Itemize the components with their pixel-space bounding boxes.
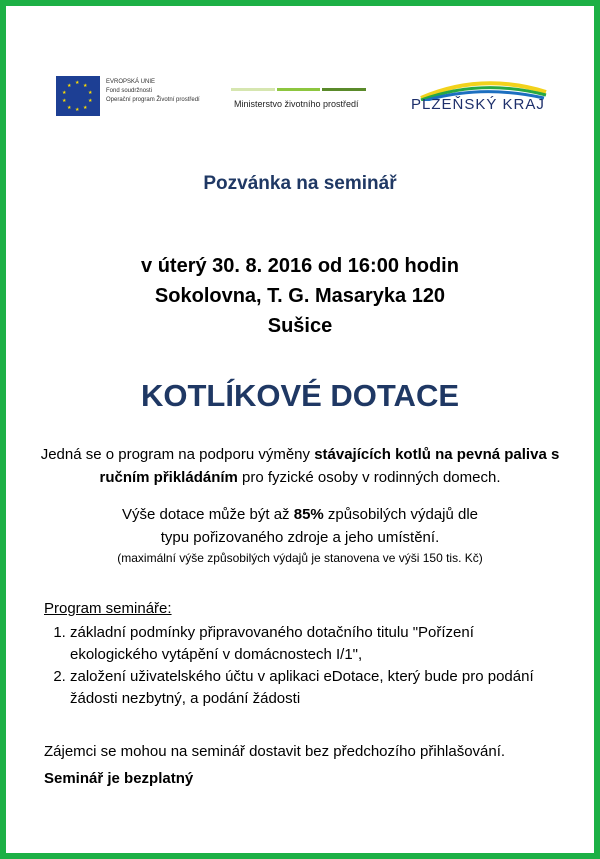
program-item: 1. základní podmínky připravovaného dotačního titulu "Pořízení ekologického vytápění v domácnostech I/1",: [70, 622, 554, 666]
event-place: Sokolovna, T. G. Masaryka 120: [154, 285, 446, 307]
plzensky-kraj-logo: PLZEŇSKÝ KRAJ: [411, 96, 545, 113]
headline: KOTLÍKOVÉ DOTACE: [140, 378, 460, 413]
invitation-body: [6, 172, 594, 790]
eu-flag-logo: ★ ★ ★ ★ ★ ★ ★ ★ ★ ★: [56, 76, 100, 116]
free-note: Seminář je bezplatný: [44, 770, 194, 787]
event-city: Sušice: [267, 315, 333, 337]
mzp-logo: Ministerstvo životního prostředí: [234, 99, 359, 109]
mzp-logo-bars: [231, 88, 366, 91]
subsidy-note: (maximální výše způsobilých výdajů je stanovena ve výši 150 tis. Kč): [117, 551, 483, 565]
program-list: [6, 622, 594, 710]
event-date: v úterý 30. 8. 2016 od 16:00 hodin: [141, 255, 459, 277]
program-item: 2. založení uživatelského účtu v aplikaci eDotace, který bude pro podání žádosti nezbytný, a podání žádosti: [70, 666, 554, 710]
program-heading: Program semináře:: [44, 600, 172, 617]
intro-paragraph: Jedná se o program na podporu výměny stávajících kotlů na pevná paliva s ručním přikládáním pro fyzické osoby v rodinných domech.: [40, 446, 560, 486]
page-title: Pozvánka na seminář: [203, 173, 397, 194]
eu-logo-text: EVROPSKÁ UNIE Fond soudržnosti Operační program Životní prostředí: [106, 79, 200, 103]
closing-text: Zájemci se mohou na seminář dostavit bez předchozího přihlašování.: [44, 743, 506, 760]
subsidy-paragraph: Výše dotace může být až 85% způsobilých výdajů dle typu pořizovaného zdroje a jeho umístění.: [121, 506, 479, 546]
